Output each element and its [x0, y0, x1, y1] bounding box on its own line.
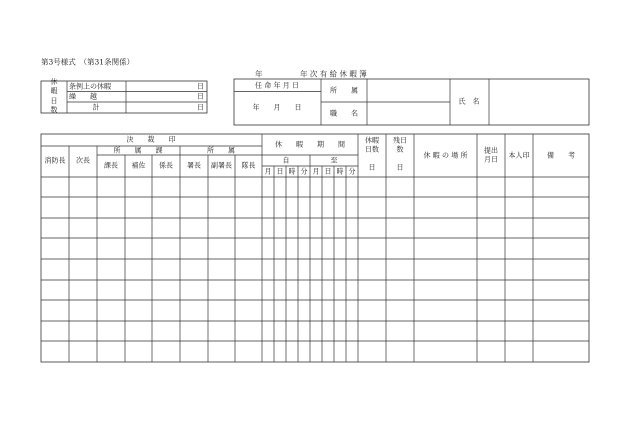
- period-header: 休 暇 期 間: [275, 140, 345, 148]
- from-minute: 分: [300, 167, 308, 175]
- day-unit: 日: [197, 92, 204, 101]
- to-minute: 分: [348, 167, 356, 175]
- days-group-label: 休 暇 日 数: [50, 78, 58, 115]
- total-label: 計: [92, 103, 100, 111]
- appointment-date-field: 年 月 日: [252, 103, 302, 112]
- appointment-date-label: 任 命 年 月 日: [255, 81, 299, 89]
- subsection-chief-header: 係長: [159, 161, 173, 170]
- remaining-days-header: 残日数: [393, 136, 407, 154]
- from-month: 月: [264, 167, 272, 175]
- position-label: 職 名: [330, 109, 358, 117]
- carryover-label: 繰 越: [69, 92, 97, 101]
- unit-chief-header: 隊長: [241, 161, 256, 170]
- fire-chief-header: 消防長: [44, 156, 66, 165]
- location-header: 休 暇 の 場 所: [423, 151, 468, 160]
- to-day: 日: [324, 167, 332, 175]
- to-hour: 時: [336, 167, 344, 175]
- day-unit: 日: [197, 82, 204, 90]
- form-number: 第3号様式 （第31条関係）: [41, 57, 135, 67]
- dept-section-header: 所 属 課: [113, 146, 163, 154]
- deputy-chief-header: 次長: [76, 156, 90, 165]
- from-label: 自: [282, 156, 290, 164]
- days-box-frame: [41, 81, 207, 113]
- statutory-leave-label: 条例上の休暇: [69, 82, 111, 90]
- deputy-station-chief-header: 副署長: [211, 161, 232, 170]
- from-hour: 時: [288, 167, 296, 175]
- remarks-header: 備 考: [547, 151, 575, 160]
- submitted-date-header: 提出月日: [484, 146, 498, 164]
- days-taken-header: 休暇日数: [365, 136, 379, 154]
- remaining-days-unit: 日: [396, 163, 404, 172]
- dept-header: 所 属: [207, 146, 235, 154]
- assistant-header: 補佐: [131, 161, 146, 170]
- page-title: 年 年 次 有 給 休 暇 簿: [255, 69, 367, 79]
- day-unit: 日: [197, 103, 204, 111]
- to-label: 至: [330, 156, 338, 164]
- section-chief-header: 課長: [104, 161, 118, 170]
- days-taken-unit: 日: [368, 163, 376, 172]
- personal-seal-header: 本人印: [508, 151, 530, 160]
- to-month: 月: [312, 167, 320, 175]
- department-label: 所 属: [330, 86, 358, 95]
- name-label: 氏 名: [458, 97, 480, 106]
- station-chief-header: 署長: [187, 161, 201, 170]
- from-day: 日: [276, 167, 284, 175]
- approval-header: 決 裁 印: [126, 135, 176, 144]
